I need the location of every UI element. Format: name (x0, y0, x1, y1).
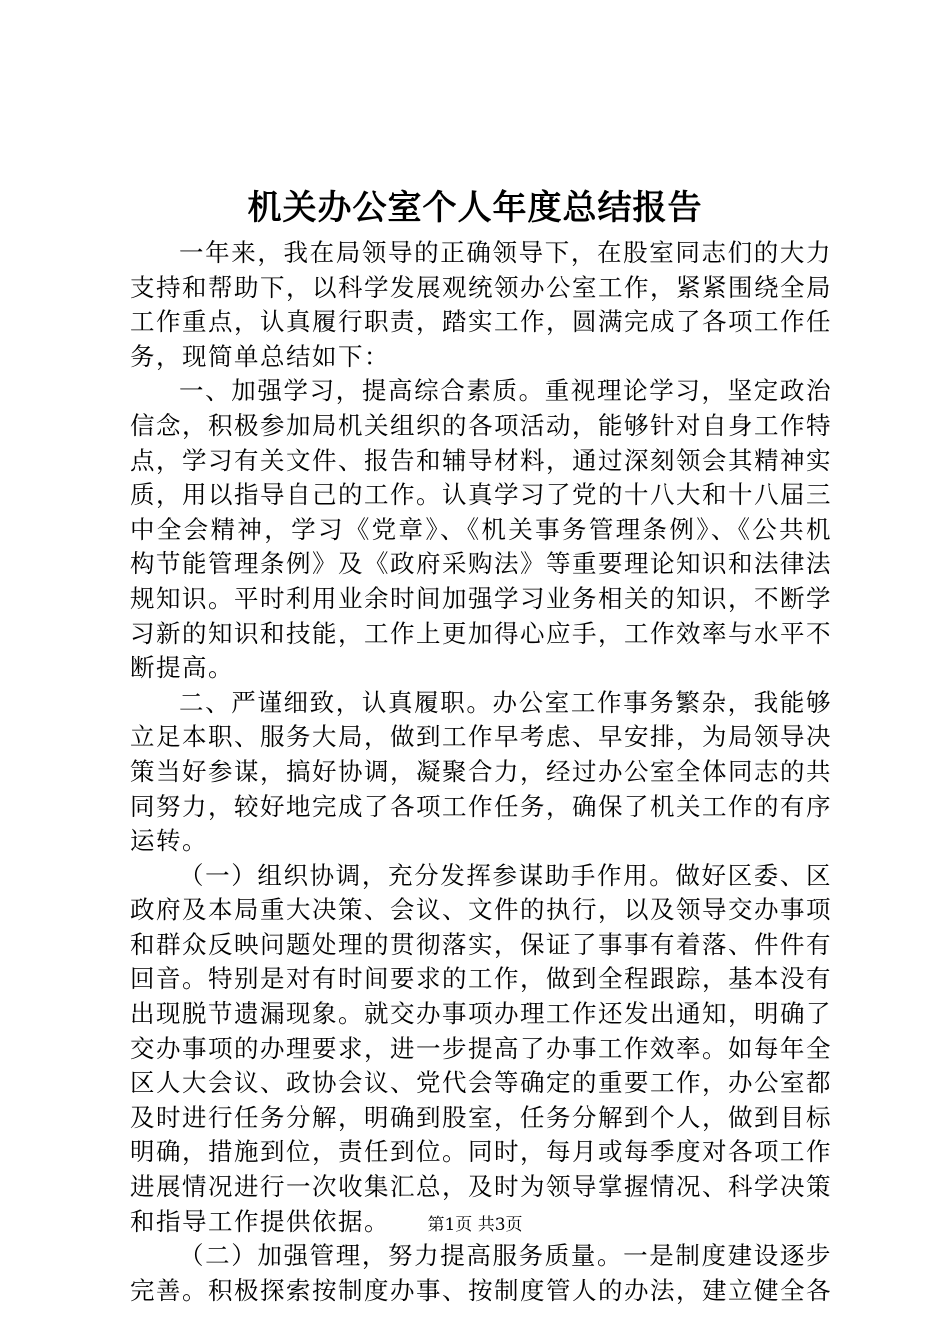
page-number-footer: 第1页 共3页 (427, 1215, 523, 1235)
paragraph-subsection-2: （二）加强管理，努力提高服务质量。一是制度建设逐步完善。积极探索按制度办事、按制度管人的办法，建立健全各 (130, 1241, 832, 1305)
paragraph-subsection-1: （一）组织协调，充分发挥参谋助手作用。做好区委、区政府及本局重大决策、会议、文件的执行，以及领导交办事项和群众反映问题处理的贯彻落实，保证了事事有着落、件件有回音。特别是对有时间要求的工作，做到全程跟踪，基本没有出现脱节遗漏现象。就交办事项办理工作还发出通知，明确了交办事项的办理要求，进一步提高了办事工作效率。如每年全区人大会议、政协会议、党代会等确定的重要工作，办公室都及时进行任务分解，明确到股室，任务分解到个人，做到目标明确，措施到位，责任到位。同时，每月或每季度对各项工作进展情况进行一次收集汇总，及时为领导掌握情况、科学决策和指导工作提供依据。 (130, 860, 832, 1236)
paragraph-section-1: 一、加强学习，提高综合素质。重视理论学习，坚定政治信念，积极参加局机关组织的各项活动，能够针对自身工作特点，学习有关文件、报告和辅导材料，通过深刻领会其精神实质，用以指导自己的工作。认真学习了党的十八大和十八届三中全会精神，学习《党章》、《机关事务管理条例》、《公共机构节能管理条例》及《政府采购法》等重要理论知识和法律法规知识。平时利用业余时间加强学习业务相关的知识，不断学习新的知识和技能，工作上更加得心应手，工作效率与水平不断提高。 (130, 376, 832, 683)
paragraph-section-2: 二、严谨细致，认真履职。办公室工作事务繁杂，我能够立足本职、服务大局，做到工作早考虑、早安排，为局领导决策当好参谋，搞好协调，凝聚合力，经过办公室全体同志的共同努力，较好地完成了各项工作任务，确保了机关工作的有序运转。 (130, 687, 832, 856)
document-title: 机关办公室个人年度总结报告 (247, 188, 703, 228)
document-body (130, 236, 832, 1308)
paragraph-intro: 一年来，我在局领导的正确领导下，在股室同志们的大力支持和帮助下，以科学发展观统领办公室工作，紧紧围绕全局工作重点，认真履行职责，踏实工作，圆满完成了各项工作任务，现简单总结如下： (130, 238, 832, 371)
